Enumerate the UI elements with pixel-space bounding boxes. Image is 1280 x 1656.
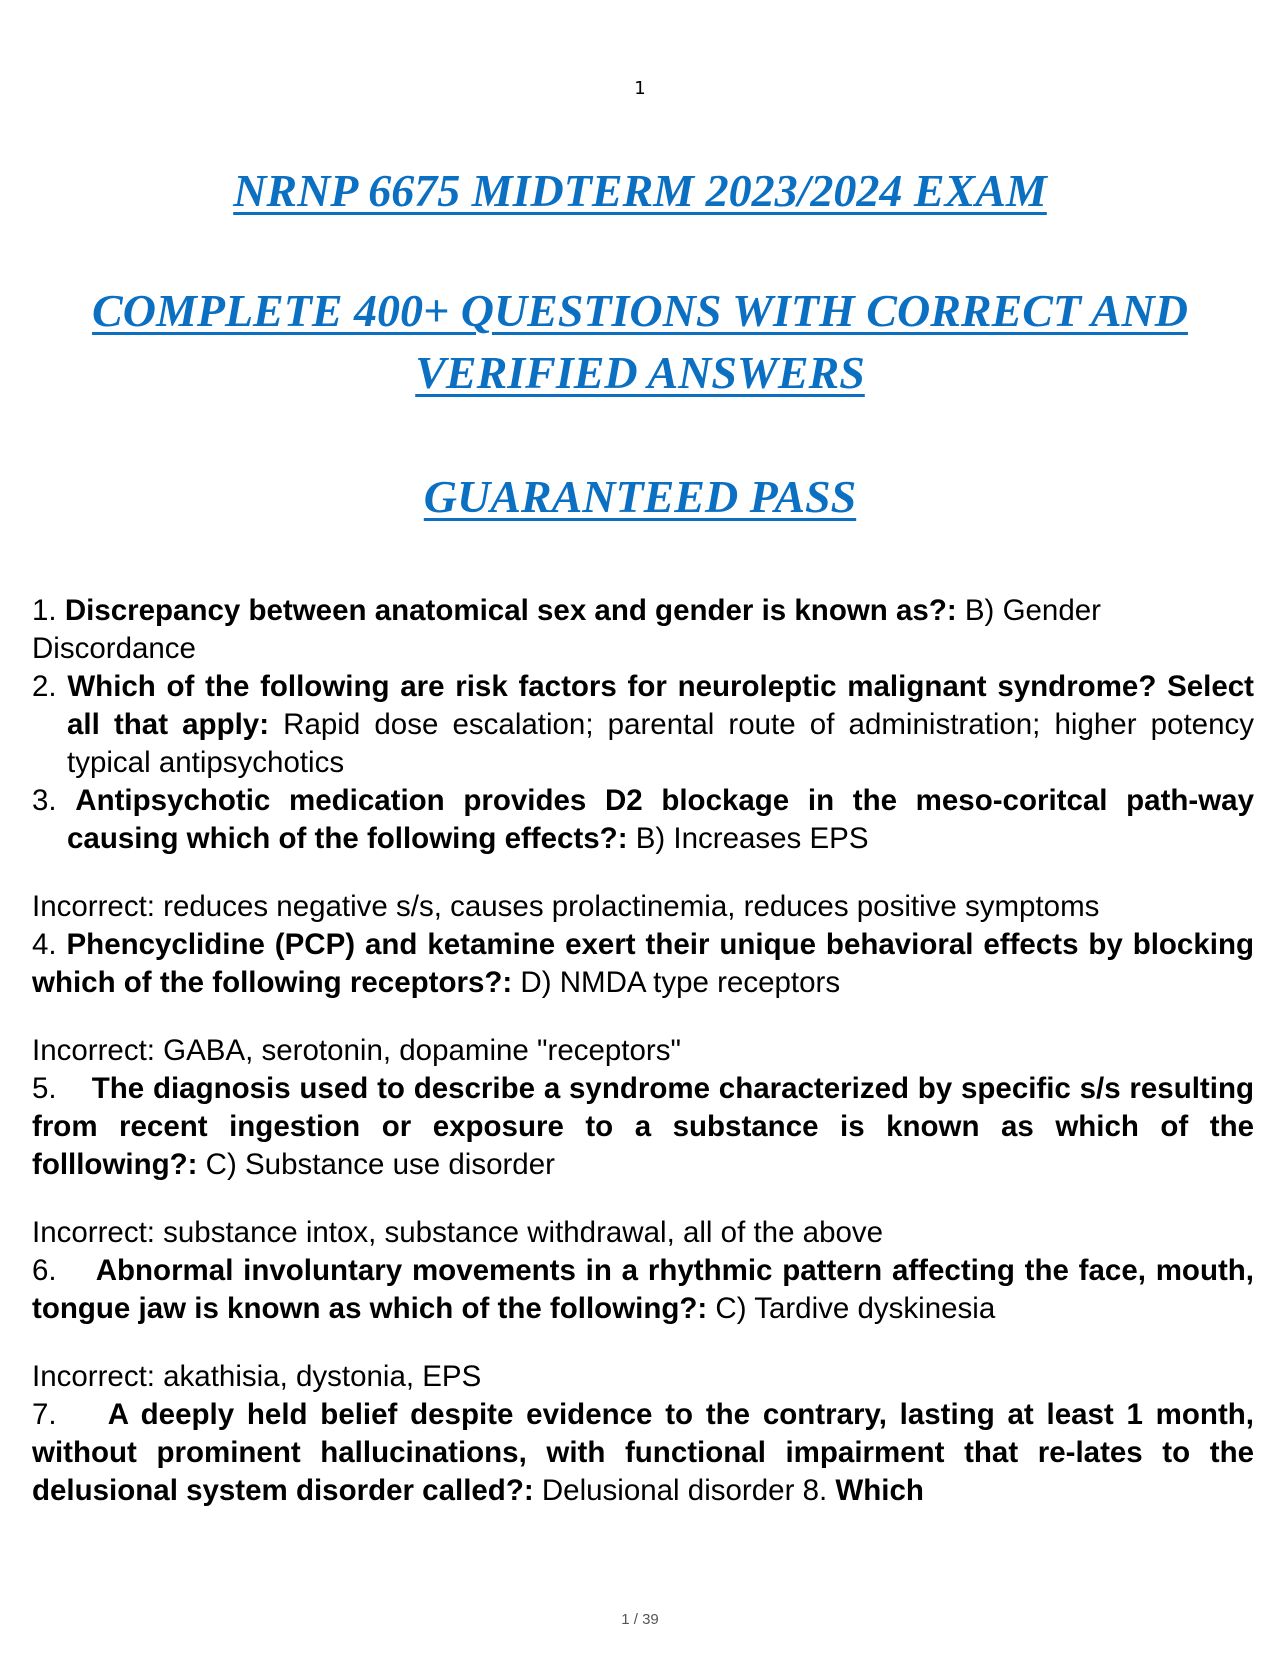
question-text: Discrepancy between anatomical sex and gender is known as?: bbox=[64, 594, 957, 627]
question-5: 5. The diagnosis used to describe a syndrome characterized by specific s/s resulting from recent ingestion or exposure to a substance is known as which of the folllowing?: C) Substance use disorder bbox=[32, 1072, 1254, 1181]
question-4: 4. Phencyclidine (PCP) and ketamine exert their unique behavioral effects by blocking which of the following receptors?: D) NMDA type receptors bbox=[32, 928, 1254, 999]
incorrect-options-5: Incorrect: substance intox, substance withdrawal, all of the above bbox=[32, 1216, 884, 1249]
document-title: NRNP 6675 MIDTERM 2023/2024 EXAM bbox=[233, 165, 1047, 216]
incorrect-options-3: Incorrect: reduces negative s/s, causes prolactinemia, reduces positive symptoms bbox=[32, 890, 1100, 923]
answer-text: D) NMDA type receptors bbox=[512, 966, 841, 999]
answer-text: C) Substance use disorder bbox=[197, 1148, 555, 1181]
question-2: 2. Which of the following are risk factors for neuroleptic malignant syndrome? Select all that apply: Rapid dose escalation; parental route of administration; higher potency typical antipsychotics bbox=[32, 670, 1254, 779]
incorrect-options-6: Incorrect: akathisia, dystonia, EPS bbox=[32, 1360, 482, 1393]
question-text: The diagnosis used to describe a syndrome characterized by specific s/s resulting from recent ingestion or exposure to a substance is known as which of the folllowing?: bbox=[32, 1072, 1254, 1181]
question-1: 1. Discrepancy between anatomical sex and gender is known as?: B) Gender Discordance bbox=[32, 594, 1101, 665]
question-3: 3. Antipsychotic medication provides D2 blockage in the meso-coritcal path-way causing which of the following effects?: B) Increases EPS bbox=[32, 784, 1254, 855]
document-tagline: GUARANTEED PASS bbox=[423, 471, 857, 522]
question-text: Antipsychotic medication provides D2 blockage in the meso-coritcal path-way causing which of the following effects?: bbox=[67, 784, 1254, 855]
answer-text: B) Increases EPS bbox=[627, 822, 869, 855]
page-number: 1 bbox=[634, 78, 646, 99]
question-7: 7. A deeply held belief despite evidence to the contrary, lasting at least 1 month, without prominent hallucinations, with functional impairment that re-lates to the delusional system disorder called?: Delusional disorder 8. Which bbox=[32, 1398, 1254, 1507]
document-subtitle: COMPLETE 400+ QUESTIONS WITH CORRECT AND VERIFIED ANSWERS bbox=[92, 285, 1188, 398]
page-indicator: 1 / 39 bbox=[621, 1611, 659, 1628]
question-text: Which of the following are risk factors for neuroleptic malignant syndrome? Select all that apply: bbox=[67, 670, 1254, 741]
question-text: Phencyclidine (PCP) and ketamine exert their unique behavioral effects by blocking which of the following receptors?: bbox=[32, 928, 1254, 999]
question-list bbox=[32, 592, 1254, 1510]
question-6: 6. Abnormal involuntary movements in a rhythmic pattern affecting the face, mouth, tongue jaw is known as which of the following?: C) Tardive dyskinesia bbox=[32, 1254, 1255, 1325]
answer-text: Rapid dose escalation; parental route of administration; higher potency typical antipsychotics bbox=[67, 708, 1254, 779]
incorrect-options-4: Incorrect: GABA, serotonin, dopamine "receptors" bbox=[32, 1034, 681, 1067]
answer-text: Delusional disorder 8. bbox=[533, 1474, 836, 1507]
question-text: Abnormal involuntary movements in a rhythmic pattern affecting the face, mouth, tongue jaw is known as which of the following?: bbox=[32, 1254, 1255, 1325]
answer-text: B) Gender Discordance bbox=[32, 594, 1101, 665]
question-text: A deeply held belief despite evidence to the contrary, lasting at least 1 month, without prominent hallucinations, with functional impairment that re-lates to the delusional system disorder called?: bbox=[32, 1398, 1254, 1507]
answer-text: C) Tardive dyskinesia bbox=[707, 1292, 996, 1325]
question-text: Which bbox=[835, 1474, 924, 1507]
